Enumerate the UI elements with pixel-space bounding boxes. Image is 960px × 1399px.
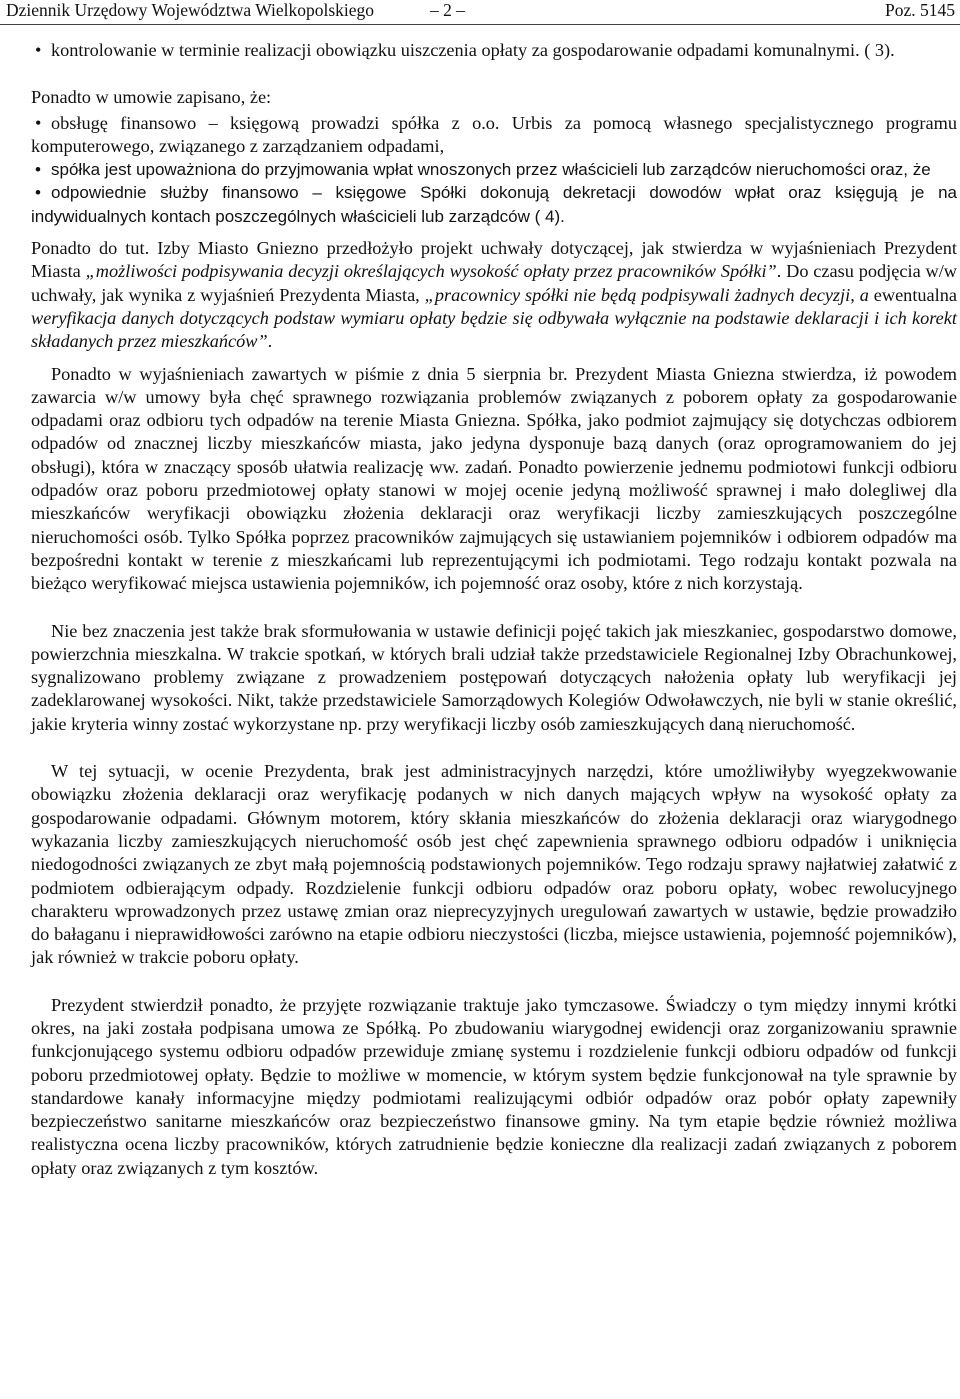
bullet-icon: • (35, 183, 41, 203)
paragraph: Nie bez znaczenia jest także brak sformułowania w ustawie definicji pojęć takich jak mieszkaniec, gospodarstwo domowe, powierzchnia mieszkalna. W trakcie spotkań, w których brali udział także przedstawiciele Regionalnej Izby Obrachunkowej, sygnalizowano problemy związane z prowadzeniem postępowań dotyczących nałożenia opłaty lub weryfikacji jej zadeklarowanej wysokości. Nikt, także przedstawiciele Samorządowych Kolegiów Odwoławczych, nie byli w stanie określić, jakie kryteria winny zostać wykorzystane np. przy weryfikacji liczby osób zamieszkujących daną nieruchomość. (31, 620, 957, 734)
bullet-text: kontrolowanie w terminie realizacji obowiązku uiszczenia opłaty za gospodarowanie odpadami komunalnymi. ( 3). (51, 40, 895, 60)
contract-intro: Ponadto w umowie zapisano, że: (31, 87, 272, 108)
bullet-text: odpowiednie służby finansowo – księgowe Spółki dokonują dekretacji dowodów wpłat oraz księgują je na indywidualnych kontach poszczególnych właścicieli lub zarządców ( 4). (31, 183, 957, 226)
bullet-icon: • (35, 112, 42, 133)
page-number: – 2 – (430, 0, 465, 20)
paragraph-izby (31, 237, 957, 353)
bullet-item (31, 181, 957, 228)
bullet-item (31, 112, 957, 159)
journal-title: Dziennik Urzędowy Województwa Wielkopolskiego (6, 0, 375, 20)
quote-text: „pracownicy spółki nie będą podpisywali żadnych decyzji, a (424, 284, 874, 305)
quote-text: „możliwości podpisywania decyzji określających wysokość opłaty przez pracowników Spółki” (85, 261, 777, 282)
header-divider (0, 24, 960, 25)
paragraph-text: . Do czasu podjęcia w/w uchwały, jak wynika z wyjaśnień Prezydenta Miasta, (31, 261, 958, 305)
bullet-icon: • (35, 40, 42, 60)
paragraph: Prezydent stwierdził ponadto, że przyjęte rozwiązanie traktuje jako tymczasowe. Świadczy o tym między innymi krótki okres, na jaki została podpisana umowa ze Spółką. Po zbudowaniu wiarygodnej ewidencji oraz zorganizowaniu sprawnie funkcjonującego systemu odbioru odpadów przewiduje zmianę systemu i rozdzielenie funkcji odbioru odpadów od funkcji poboru przedmiotowej opłaty. Będzie to możliwe w momencie, w którym system będzie funkcjonował na tyle sprawnie by standardowe kanały informacyjne między podmiotami realizującymi odbiór odpadów oraz pobór opłaty zapewniły bezpieczeństwo sanitarne mieszkańców oraz bezpieczeństwo finansowe gminy. Na tym etapie będzie również możliwa realistyczna ocena liczby pracowników, których zatrudnienie będzie konieczne dla realizacji zadań związanych z poborem opłaty oraz związanych z tym kosztów. (31, 994, 957, 1178)
quote-text: weryfikacja danych dotyczących podstaw wymiaru opłaty będzie się odbywała wyłącznie na podstawie deklaracji i ich korekt składanych przez mieszkańców” (31, 307, 957, 352)
bullet-text: obsługę finansowo – księgową prowadzi spółka z o.o. Urbis za pomocą własnego specjalistycznego programu komputerowego, związanego z zarządzaniem odpadami, (31, 112, 957, 156)
paragraph-text: ewentualna (873, 284, 957, 305)
paragraph-text: . (267, 331, 273, 352)
document-body (31, 39, 957, 1180)
bullet-item (31, 39, 957, 62)
bullet-text: spółka jest upoważniona do przyjmowania wpłat wnoszonych przez właścicieli lub zarządców nieruchomości oraz, że (51, 160, 931, 180)
bullet-item (31, 158, 957, 181)
bullet-icon: • (35, 160, 41, 180)
position-number: Poz. 5145 (885, 0, 955, 20)
page-header (0, 0, 960, 24)
paragraph: W tej sytuacji, w ocenie Prezydenta, brak jest administracyjnych narzędzi, które umożliwiłyby wyegzekwowanie obowiązku złożenia deklaracji oraz weryfikację podanych w nich danych mających wpływ na wysokość opłaty za gospodarowanie odpadami. Głównym motorem, który skłania mieszkańców do złożenia deklaracji oraz wiarygodnego wykazania liczby zamieszkujących nieruchomość osób jest chęć zapewnienia sprawnego odbioru odpadów i uniknięcia niedogodności związanych ze zbyt małą pojemnością podstawionych pojemników. Tego rodzaju sprawy najłatwiej załatwić z podmiotem odbierającym odpady. Rozdzielenie funkcji odbioru odpadów oraz poboru opłaty, wobec rewolucyjnego charakteru wprowadzonych przez ustawę zmian oraz nieprecyzyjnych uregulowań zawartych w ustawie, będzie prowadziło do bałaganu i nieprawidłowości zarówno na etapie odbioru nieczystości (liczba, miejsce ustawienia, pojemność pojemników), jak również w trakcie poboru opłaty. (31, 761, 957, 968)
paragraph: Ponadto w wyjaśnieniach zawartych w piśmie z dnia 5 sierpnia br. Prezydent Miasta Gniezna stwierdza, iż powodem zawarcia w/w umowy była chęć sprawnego rozwiązania problemów związanych z poborem opłaty za gospodarowanie odpadami oraz odbioru tych odpadów na terenie Miasta Gniezna. Spółka, jako podmiot zajmujący się dotychczas odbiorem odpadów od znacznej liczby mieszkańców miasta, jako jedyna dysponuje bazą danych (oraz oprogramowaniem do jej obsługi), która w znaczący sposób ułatwia realizację ww. zadań. Ponadto powierzenie jednemu podmiotowi funkcji odbioru odpadów oraz poboru przedmiotowej opłaty stanowi w mojej ocenie jedyną możliwość sprawnej i mało dolegliwej dla mieszkańców weryfikacji obowiązku złożenia deklaracji oraz weryfikacji liczby zamieszkujących poszczególne nieruchomości osób. Tylko Spółka poprzez pracowników zajmujących się ustawianiem pojemników i odbiorem odpadów ma bezpośredni kontakt w terenie z mieszkańcami lub reprezentującymi ich podmiotami. Tego rodzaju kontakt pozwala na bieżąco weryfikować miejsca ustawienia pojemników, ich pojemność oraz osoby, które z nich korzystają. (31, 363, 957, 594)
paragraph-text: Ponadto do tut. Izby Miasto Gniezno przedłożyło projekt uchwały dotyczącej, jak stwierdza w wyjaśnieniach Prezydent Miasta (31, 238, 957, 282)
